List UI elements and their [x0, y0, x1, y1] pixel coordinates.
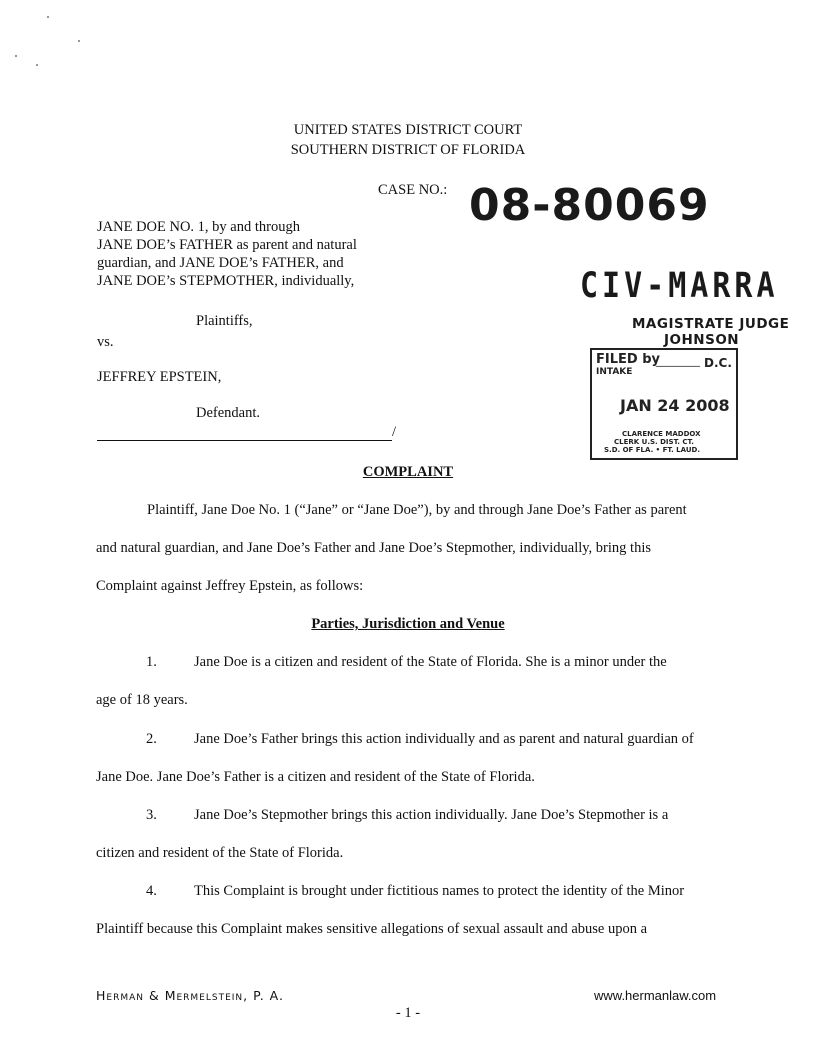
clerk-district: S.D. OF FLA. • FT. LAUD.: [604, 446, 700, 454]
paragraph-text: Jane Doe’s Father brings this action individually and as parent and natural guardian of: [194, 731, 694, 747]
magistrate-judge-name: JOHNSON: [664, 332, 740, 348]
paragraph-text: age of 18 years.: [96, 692, 188, 708]
paragraph-number: 4.: [146, 883, 157, 899]
filed-date: JAN 24 2008: [620, 396, 730, 415]
filed-by-label: FILED by: [596, 352, 660, 367]
section-heading: Parties, Jurisdiction and Venue: [311, 616, 505, 632]
paragraph-number: 1.: [146, 654, 157, 670]
paragraph-number: 3.: [146, 807, 157, 823]
paragraph-text: Jane Doe. Jane Doe’s Father is a citizen and resident of the State of Florida.: [96, 769, 535, 785]
defendant-name: JEFFREY EPSTEIN,: [97, 369, 222, 385]
paragraph-text: Plaintiff because this Complaint makes sensitive allegations of sexual assault and abuse upon a: [96, 921, 648, 937]
plaintiffs-label: Plaintiffs,: [196, 313, 253, 329]
clerk-title: CLERK U.S. DIST. CT.: [614, 438, 694, 446]
case-number-stamp: 08-80069: [469, 180, 710, 231]
plaintiff-caption-line: JANE DOE’s STEPMOTHER, individually,: [97, 273, 355, 289]
filed-stamp: [590, 348, 738, 460]
paragraph-text: citizen and resident of the State of Florida.: [96, 845, 344, 861]
plaintiff-caption-line: JANE DOE’s FATHER as parent and natural: [97, 237, 357, 253]
defendant-label: Defendant.: [196, 405, 261, 421]
caption-rule: [97, 440, 392, 441]
intro-line: Complaint against Jeffrey Epstein, as follows:: [96, 578, 364, 594]
filed-dc-label: D.C.: [704, 356, 732, 370]
scan-speck: [36, 64, 38, 66]
versus-label: vs.: [97, 334, 114, 350]
document-title: COMPLAINT: [362, 464, 454, 480]
filed-by-blank: ________: [656, 354, 700, 367]
scan-speck: [78, 40, 80, 42]
paragraph-number: 2.: [146, 731, 157, 747]
case-number-label: CASE NO.:: [378, 182, 448, 198]
paragraph-text: Jane Doe is a citizen and resident of the State of Florida. She is a minor under the: [194, 654, 667, 670]
plaintiff-caption-line: guardian, and JANE DOE’s FATHER, and: [97, 255, 344, 271]
court-district: SOUTHERN DISTRICT OF FLORIDA: [290, 142, 526, 158]
intro-line: Plaintiff, Jane Doe No. 1 (“Jane” or “Jane Doe”), by and through Jane Doe’s Father as parent: [147, 502, 687, 518]
scan-speck: [15, 55, 17, 57]
footer-website: www.hermanlaw.com: [594, 988, 717, 1003]
paragraph-text: This Complaint is brought under fictitious names to protect the identity of the Minor: [194, 883, 685, 899]
clerk-name: CLARENCE MADDOX: [622, 430, 701, 438]
paragraph-text: Jane Doe’s Stepmother brings this action individually. Jane Doe’s Stepmother is a: [194, 807, 669, 823]
footer-firm-name: Herman & Mermelstein, P. A.: [96, 988, 284, 1003]
caption-slash: /: [392, 424, 397, 440]
magistrate-judge-stamp: MAGISTRATE JUDGE: [632, 316, 790, 332]
intro-line: and natural guardian, and Jane Doe’s Father and Jane Doe’s Stepmother, individually, bring this: [96, 540, 651, 556]
filed-intake-label: INTAKE: [596, 367, 633, 377]
plaintiff-caption-line: JANE DOE NO. 1, by and through: [97, 219, 300, 235]
court-name: UNITED STATES DISTRICT COURT: [293, 122, 523, 138]
scan-speck: [47, 16, 49, 18]
case-division-stamp: CIV-MARRA: [580, 266, 779, 307]
page-number: - 1 -: [395, 1005, 421, 1021]
